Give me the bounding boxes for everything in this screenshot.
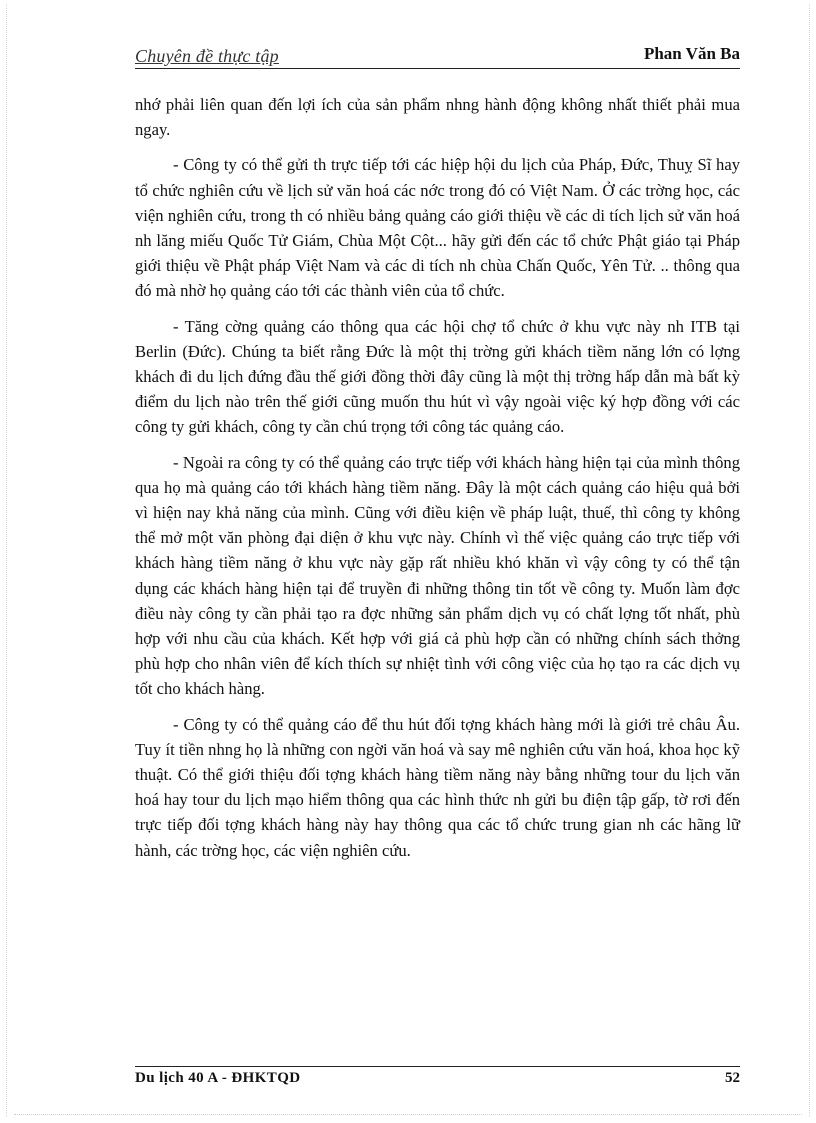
paragraph-3: - Tăng cờng quảng cáo thông qua các hội chợ tổ chức ở khu vực này nh ITB tại Berlin (Đức). Chúng ta biết rằng Đức là một thị trờng gửi khách tiềm năng lớn có lợng khách đi du lịch đứng đầu thế giới đồng thời đây cũng là một thị trờng hấp dẫn mà bất kỳ điểm du lịch nào trên thế giới cũng muốn thu hút vì vậy ngoài việc ký hợp đồng với các công ty gửi khách, công ty cần chú trọng tới công tác quảng cáo. [135, 316, 740, 437]
body-text [135, 92, 740, 873]
page-header [135, 38, 740, 69]
page-bottom-edge [14, 1114, 802, 1115]
paragraph-4: - Ngoài ra công ty có thể quảng cáo trực tiếp với khách hàng hiện tại của mình thông qua họ mà quảng cáo tới khách hàng tiềm năng. Đây là một cách quảng cáo hiệu quả bởi vì hiện nay khả năng của mình. Cũng với điều kiện về pháp luật, thuế, thì công ty không thể mở một văn phòng đại diện ở khu vực này. Chính vì thế việc quảng cáo trực tiếp với khách hàng tiềm năng ở khu vực này gặp rất nhiều khó khăn vì vậy công ty có thể tận dụng các khách hàng hiện tại để truyền đi những thông tin tốt về công ty. Muốn làm đợc điều này công ty cần phải tạo ra đợc những sản phẩm dịch vụ có chất lợng tốt nhất, phù hợp với nhu cầu của khách. Kết hợp với giá cả phù hợp cần có những chính sách thởng phù hợp cho nhân viên để kích thích sự nhiệt tình với công việc của họ tạo ra các dịch vụ tốt cho khách hàng. [135, 452, 740, 699]
page-number: 52 [725, 1070, 740, 1086]
paragraph-2: - Công ty có thể gửi th trực tiếp tới các hiệp hội du lịch của Pháp, Đức, Thuỵ Sĩ hay tổ chức nghiên cứu về lịch sử văn hoá các nớc trong đó có Việt Nam. Ở các trờng học, các viện nghiên cứu, trong th có nhiều bảng quảng cáo giới thiệu về các di tích lịch sử văn hoá nh lăng miếu Quốc Tử Giám, Chùa Một Cột... hãy gửi đến các tổ chức Phật giáo tại Pháp giới thiệu về Phật pháp Việt Nam và các di tích nh chùa Chấn Quốc, Yên Tử. .. thông qua đó mà nhờ họ quảng cáo tới các thành viên của tổ chức. [135, 155, 740, 301]
paragraph-1: nhớ phải liên quan đến lợi ích của sản phẩm nhng hành động không nhất thiết phải mua ngay. [135, 95, 740, 140]
header-document-type: Chuyên đề thực tập [135, 46, 279, 66]
footer-class: Du lịch 40 A - ĐHKTQD [135, 1070, 301, 1086]
header-author: Phan Văn Ba [643, 44, 740, 63]
paragraph-5: - Công ty có thể quảng cáo để thu hút đối tợng khách hàng mới là giới trẻ châu Âu. Tuy ít tiền nhng họ là những con ngời văn hoá và say mê nghiên cứu văn hoá, khoa học kỹ thuật. Có thể giới thiệu đối tợng khách hàng tiềm năng này bằng những tour du lịch văn hoá hay tour du lịch mạo hiểm thông qua các hình thức nh gửi bu điện tập gấp, tờ rơi đến trực tiếp đối tợng khách hàng này hay thông qua các tổ chức trung gian nh các hãng lữ hành, các trờng học, các viện nghiên cứu. [135, 714, 740, 860]
page-footer [135, 1066, 740, 1089]
